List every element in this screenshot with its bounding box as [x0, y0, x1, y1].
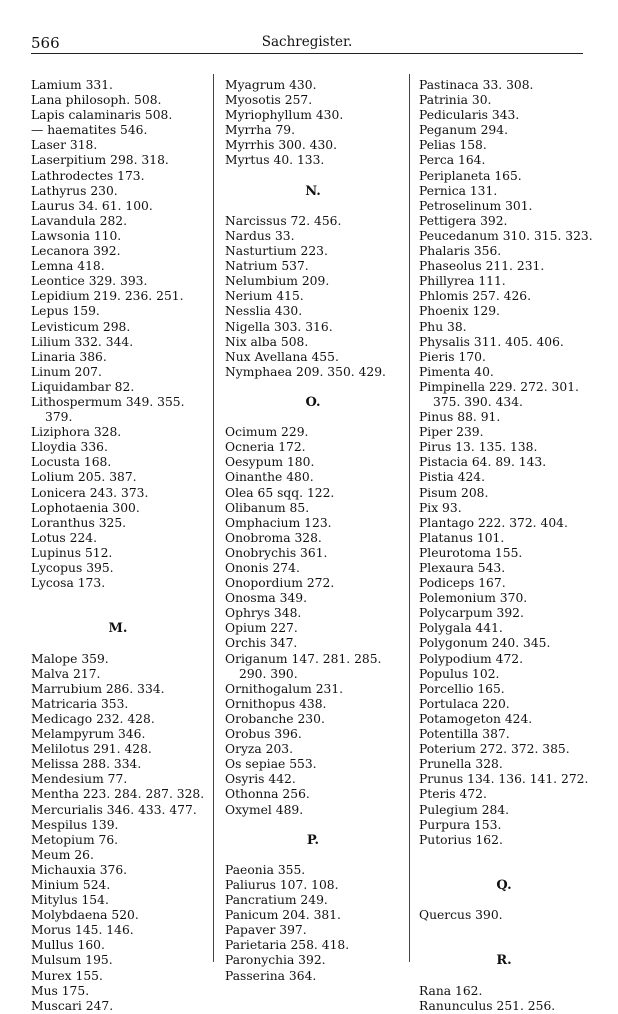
index-entry: Laserpitium 298. 318. — [31, 153, 169, 168]
index-entry: Ononis 274. — [225, 561, 300, 575]
index-entry: Oesypum 180. — [225, 455, 315, 470]
blank-line — [225, 169, 401, 184]
index-entry: Osyris 442. — [225, 772, 296, 787]
index-entry: Omphacium 123. — [225, 515, 332, 530]
index-entry: Prunus 134. 136. 141. 272. — [419, 772, 589, 787]
index-entry: Liquidambar 82. — [31, 379, 135, 394]
index-entry: Lepus 159. — [31, 304, 100, 319]
blank-line — [225, 199, 401, 214]
index-entry: Polypodium 472. — [419, 651, 524, 666]
index-entry: Lemna 418. — [31, 259, 105, 274]
index-entry: Murex 155. — [31, 968, 103, 983]
index-entry: Pteris 472. — [419, 787, 487, 802]
index-entry: Mulsum 195. — [31, 953, 113, 968]
blank-line — [419, 938, 589, 953]
index-entry: Molybdaena 520. — [31, 908, 139, 923]
column-divider — [213, 74, 214, 962]
index-entry: Locusta 168. — [31, 455, 112, 470]
index-entry: Rana 162. — [419, 983, 483, 998]
index-entry: Plantago 222. 372. 404. — [419, 515, 568, 530]
index-entry: Lepidium 219. 236. 251. — [31, 289, 184, 304]
index-entry: Polemonium 370. — [419, 591, 528, 606]
index-entry: Lapis calaminaris 508. — [31, 108, 173, 123]
index-entry-continuation: 290. 390. — [239, 666, 298, 681]
index-entry: Pistacia 64. 89. 143. — [419, 455, 547, 470]
index-entry: Pastinaca 33. 308. — [419, 78, 534, 92]
index-entry: Quercus 390. — [419, 908, 503, 923]
index-entry: Prunella 328. — [419, 757, 503, 772]
index-entry: Potentilla 387. — [419, 727, 510, 742]
index-entry: Liziphora 328. — [31, 425, 122, 440]
index-entry: Malva 217. — [31, 666, 101, 681]
index-entry: Paeonia 355. — [225, 862, 306, 877]
index-entry: Loranthus 325. — [31, 515, 127, 530]
index-entry: Myosotis 257. — [225, 93, 313, 108]
blank-line — [225, 410, 401, 425]
index-entry: Plexaura 543. — [419, 561, 506, 575]
index-entry: Papaver 397. — [225, 923, 307, 938]
index-entry: Lamium 331. — [31, 78, 113, 92]
blank-line — [419, 969, 589, 984]
blank-line — [31, 591, 205, 606]
index-entry: Morus 145. 146. — [31, 923, 134, 938]
index-entry: Lotus 224. — [31, 530, 98, 545]
index-entry: Poterium 272. 372. 385. — [419, 742, 570, 757]
index-entry: Meum 26. — [31, 847, 94, 862]
index-entry: Portulaca 220. — [419, 696, 510, 711]
index-entry: Ornithopus 438. — [225, 696, 327, 711]
index-entry: Nelumbium 209. — [225, 274, 330, 289]
index-entry: Opium 227. — [225, 621, 298, 636]
index-entry: Lathyrus 230. — [31, 183, 118, 198]
index-entry: Melissa 288. 334. — [31, 757, 142, 772]
index-entry: Onopordium 272. — [225, 576, 335, 591]
index-entry: Onobrychis 361. — [225, 545, 328, 560]
index-entry: Linaria 386. — [31, 349, 107, 364]
index-entry: Nux Avellana 455. — [225, 349, 339, 364]
section-letter: R. — [496, 953, 512, 969]
section-letter: P. — [306, 832, 320, 848]
index-entry: Muscari 247. — [31, 998, 114, 1013]
index-entry: Orchis 347. — [225, 636, 298, 651]
index-entry: Polycarpum 392. — [419, 606, 524, 621]
index-entry: Pinus 88. 91. — [419, 410, 501, 425]
index-entry: Polygonum 240. 345. — [419, 636, 551, 651]
index-entry: Nardus 33. — [225, 228, 295, 243]
index-column-3 — [419, 78, 593, 1014]
index-entry: Ocneria 172. — [225, 440, 306, 455]
index-entry: Olea 65 sqq. 122. — [225, 485, 335, 500]
index-entry: Myrrha 79. — [225, 123, 296, 138]
index-entry: Pedicularis 343. — [419, 108, 520, 123]
section-letter: M. — [108, 621, 128, 637]
index-entry: Myrrhis 300. 430. — [225, 138, 338, 153]
page-header — [31, 34, 583, 52]
index-entry: Pistia 424. — [419, 470, 486, 485]
index-entry: Peucedanum 310. 315. 323. — [419, 228, 593, 243]
index-entry: Mespilus 139. — [31, 817, 119, 832]
index-entry: Levisticum 298. — [31, 319, 131, 334]
index-column-2 — [225, 78, 401, 984]
index-column-1 — [31, 78, 205, 1014]
index-entry: Oxymel 489. — [225, 802, 304, 817]
index-entry: Laser 318. — [31, 138, 98, 153]
index-entry: Lophotaenia 300. — [31, 500, 140, 515]
index-entry: Ophrys 348. — [225, 606, 302, 621]
index-entry: Purpura 153. — [419, 817, 502, 832]
index-entry: Nesslia 430. — [225, 304, 303, 319]
blank-line — [225, 380, 401, 395]
index-entry: Os sepiae 553. — [225, 757, 317, 772]
index-entry: Nix alba 508. — [225, 334, 309, 349]
index-entry: Mullus 160. — [31, 938, 105, 953]
index-entry: Pancratium 249. — [225, 893, 328, 908]
index-entry: Michauxia 376. — [31, 862, 128, 877]
index-entry: Ocimum 229. — [225, 425, 309, 440]
index-entry: Lathrodectes 173. — [31, 168, 145, 183]
index-entry: Myagrum 430. — [225, 78, 317, 92]
index-entry: Potamogeton 424. — [419, 711, 533, 726]
index-entry: Parietaria 258. 418. — [225, 938, 350, 953]
index-entry: Platanus 101. — [419, 530, 505, 545]
index-entry: Pimpinella 229. 272. 301. — [419, 379, 579, 394]
index-entry: Orobus 396. — [225, 727, 302, 742]
index-entry: Onosma 349. — [225, 591, 307, 606]
index-entry: Medicago 232. 428. — [31, 711, 155, 726]
index-entry: Pulegium 284. — [419, 802, 510, 817]
index-entry: Nymphaea 209. 350. 429. — [225, 364, 386, 379]
page-number: 566 — [31, 34, 60, 52]
index-entry: Populus 102. — [419, 666, 500, 681]
index-entry: Lycosa 173. — [31, 576, 106, 591]
index-entry: Melilotus 291. 428. — [31, 742, 152, 757]
index-entry: Nerium 415. — [225, 289, 304, 304]
index-entry: Othonna 256. — [225, 787, 310, 802]
index-entry: Marrubium 286. 334. — [31, 681, 165, 696]
index-entry: Lolium 205. 387. — [31, 470, 137, 485]
index-entry: Leontice 329. 393. — [31, 274, 148, 289]
index-entry: Nigella 303. 316. — [225, 319, 333, 334]
index-entry: Mendesium 77. — [31, 772, 128, 787]
index-entry: Onobroma 328. — [225, 530, 322, 545]
index-entry: Linum 207. — [31, 364, 102, 379]
index-entry: Pirus 13. 135. 138. — [419, 440, 538, 455]
index-entry: Piper 239. — [419, 425, 484, 440]
index-entry: Lavandula 282. — [31, 213, 128, 228]
index-entry: Lilium 332. 344. — [31, 334, 134, 349]
index-entry: Lloydia 336. — [31, 440, 108, 455]
index-entry: Oinanthe 480. — [225, 470, 314, 485]
index-entry: Phu 38. — [419, 319, 467, 334]
index-entry: Paronychia 392. — [225, 953, 326, 968]
header-rule — [31, 53, 583, 54]
column-divider — [409, 74, 410, 962]
index-entry: Oryza 203. — [225, 742, 294, 757]
index-entry: Panicum 204. 381. — [225, 908, 341, 923]
index-entry: Narcissus 72. 456. — [225, 213, 342, 228]
index-entry: Natrium 537. — [225, 259, 309, 274]
index-entry: Putorius 162. — [419, 832, 503, 847]
index-entry: Minium 524. — [31, 877, 111, 892]
index-entry: Pieris 170. — [419, 349, 486, 364]
index-entry: Myriophyllum 430. — [225, 108, 344, 123]
index-entry: Laurus 34. 61. 100. — [31, 198, 153, 213]
index-entry: Lupinus 512. — [31, 545, 113, 560]
index-entry: Melampyrum 346. — [31, 727, 146, 742]
blank-line — [31, 606, 205, 621]
blank-line — [419, 923, 589, 938]
index-entry: Phlomis 257. 426. — [419, 289, 532, 304]
index-entry: Peganum 294. — [419, 123, 508, 138]
index-entry: Pimenta 40. — [419, 364, 494, 379]
index-entry: Ornithogalum 231. — [225, 681, 344, 696]
index-entry: Passerina 364. — [225, 968, 317, 983]
index-entry-continuation: 375. 390. 434. — [433, 394, 523, 409]
index-entry: Mentha 223. 284. 287. 328. — [31, 787, 205, 802]
index-entry: Periplaneta 165. — [419, 168, 522, 183]
blank-line — [31, 636, 205, 651]
index-entry: Olibanum 85. — [225, 500, 310, 515]
index-entry: Pisum 208. — [419, 485, 489, 500]
blank-line — [225, 818, 401, 833]
index-entry: Mus 175. — [31, 983, 90, 998]
section-letter: Q. — [496, 877, 512, 893]
index-entry: Lawsonia 110. — [31, 228, 122, 243]
index-entry: Perca 164. — [419, 153, 486, 168]
index-entry: Podiceps 167. — [419, 576, 506, 591]
index-entry: Physalis 311. 405. 406. — [419, 334, 564, 349]
index-entry: Pelias 158. — [419, 138, 487, 153]
index-entry: Pettigera 392. — [419, 213, 508, 228]
index-entry: Phaseolus 211. 231. — [419, 259, 545, 274]
index-entry: Mercurialis 346. 433. 477. — [31, 802, 197, 817]
index-entry: Petroselinum 301. — [419, 198, 533, 213]
index-entry: Lithospermum 349. 355. — [31, 394, 185, 409]
blank-line — [419, 848, 589, 863]
index-entry: Mitylus 154. — [31, 893, 109, 908]
index-entry: Malope 359. — [31, 651, 109, 666]
index-entry: Matricaria 353. — [31, 696, 129, 711]
index-entry: Phillyrea 111. — [419, 274, 506, 289]
index-entry: Polygala 441. — [419, 621, 503, 636]
index-entry: Metopium 76. — [31, 832, 119, 847]
blank-line — [225, 848, 401, 863]
blank-line — [419, 863, 589, 878]
index-entry: Pix 93. — [419, 500, 462, 515]
index-entry: Porcellio 165. — [419, 681, 505, 696]
section-letter: N. — [305, 183, 321, 199]
index-entry: Paliurus 107. 108. — [225, 877, 339, 892]
index-entry: Phalaris 356. — [419, 244, 502, 259]
section-letter: O. — [305, 394, 321, 410]
index-entry: Lycopus 395. — [31, 561, 114, 575]
index-entry: Phoenix 129. — [419, 304, 500, 319]
index-entry: Lonicera 243. 373. — [31, 485, 149, 500]
index-entry: Lana philosoph. 508. — [31, 93, 162, 108]
index-entry-continuation: 379. — [45, 410, 73, 425]
index-entry: Pernica 131. — [419, 183, 498, 198]
blank-line — [419, 893, 589, 908]
index-entry: Origanum 147. 281. 285. — [225, 651, 382, 666]
index-entry: Nasturtium 223. — [225, 244, 328, 259]
index-entry: Myrtus 40. 133. — [225, 153, 325, 168]
index-entry: Lecanora 392. — [31, 244, 121, 259]
index-entry: Ranunculus 251. 256. — [419, 998, 556, 1013]
index-entry: — haematites 546. — [31, 123, 148, 138]
index-entry: Orobanche 230. — [225, 711, 325, 726]
index-entry: Pleurotoma 155. — [419, 545, 523, 560]
page-title: Sachregister. — [261, 34, 353, 50]
index-entry: Patrinia 30. — [419, 93, 492, 108]
